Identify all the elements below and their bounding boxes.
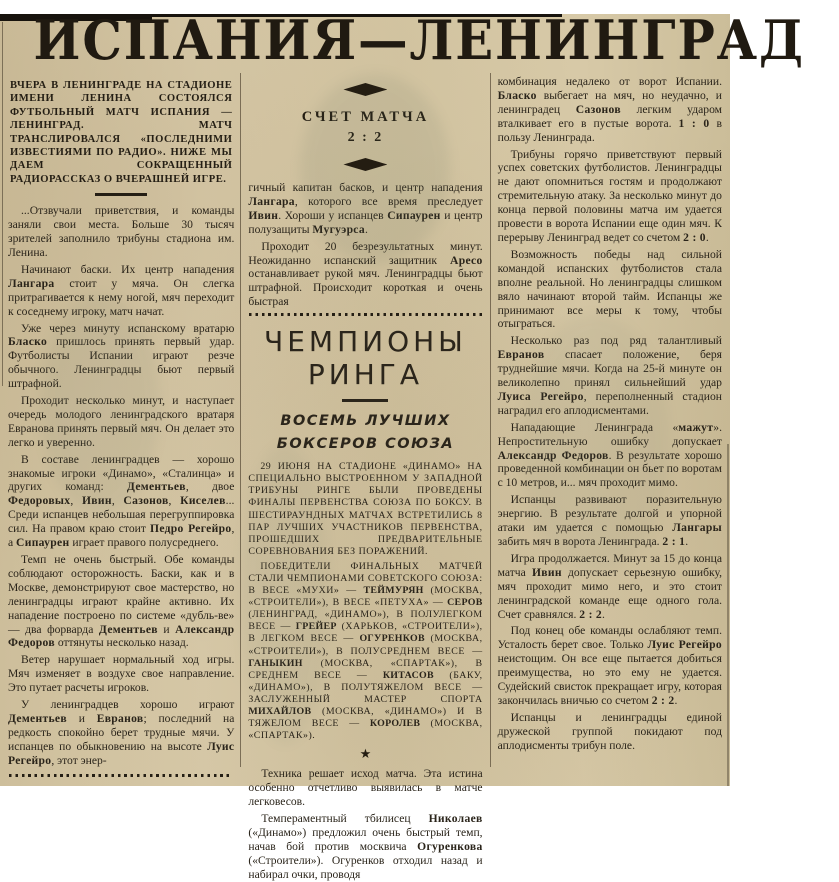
paragraph: Ветер нарушает нормальный ход игры. Мяч изменяет в воздухе свое направление. Это путает расчеты игроков. (8, 653, 235, 695)
boxing-title-line2: РИНГА (307, 358, 424, 392)
paragraph: Несколько раз под ряд талантливый Евранов спасает положение, беря труднейшие мячи. Когда на 25-й минуте он великолепно принял сильнейший удар Луиса Регейро, переполненный стадион наградил его аплодисментами. (497, 334, 722, 417)
boxing-article (248, 325, 482, 881)
match-report-continuation (248, 181, 482, 309)
paragraph: Начинают баски. Их центр нападения Лангара стоит у мяча. Он слегка притрагивается к нему ногой, мяч переходит к соседнему игроку, матч начат. (8, 262, 235, 318)
headline-text: ИСПАНИЯ—ЛЕНИНГРАД (33, 8, 805, 72)
score-value: 2 : 2 (347, 130, 384, 145)
paragraph: У ленинградцев хорошо играют Дементьев и Евранов; последний на редкость спокойно берет трудные мячи. У испанцев по обыкновению на высоте Луис Регейро, этот энер- (8, 698, 235, 767)
page-title (0, 8, 805, 72)
paragraph: В составе ленинградцев — хорошо знакомые игроки «Динамо», «Сталинца» и других команд: Дементьев, двое Федоровых, Ивин, Сазонов, Киселев... Среди испанцев небольшая перегруппировка сил. На правом краю стоит Педро Регейро, а Сипаурен играет правого полусреднего. (8, 452, 235, 550)
column-2 (240, 73, 490, 881)
column-3 (491, 73, 724, 767)
lead-paragraph: ВЧЕРА В ЛЕНИНГРАДЕ НА СТАДИОНЕ ИМЕНИ ЛЕНИНА СОСТОЯЛСЯ ФУТБОЛЬНЫЙ МАТЧ ИСПАНИЯ — ЛЕНИНГРАД. МАТЧ ТРАНСЛИРОВАЛСЯ «ПОСЛЕДНИМИ ИЗВЕСТИЯМИ ПО РАДИО». НИЖЕ МЫ ДАЕМ СОКРАЩЕННЫЙ РАДИОРАССКАЗ О ВЧЕРАШНЕЙ ИГРЕ. (10, 80, 233, 185)
column-1-body (8, 204, 234, 767)
paragraph: 29 ИЮНЯ НА СТАДИОНЕ «ДИНАМО» НА СПЕЦИАЛЬНО ВЫСТРОЕННОМ У ЗАПАДНОЙ ТРИБУНЫ РИНГЕ БЫЛИ ПРОВЕДЕНЫ ФИНАЛЫ ПЕРВЕНСТВА СОЮЗА ПО БОКСУ. В ШЕСТИРАУНДНЫХ МАТЧАХ ВСТРЕТИЛИСЬ 8 ПАР ЛУЧШИХ УЧАСТНИКОВ ПЕРВЕНСТВА, ПРОШЕДШИХ ПРЕДВАРИТЕЛЬНЫЕ СОРЕВНОВАНИЯ БЕЗ ПОРАЖЕНИЙ. (248, 461, 483, 557)
boxing-body (248, 767, 482, 881)
paragraph: Трибуны горячо приветствуют первый успех советских футболистов. Ленинградцы не дают опомниться гостям и продолжают стремительную атаку. За несколько минут до конца первой половины матча им удается провести в ворота Испании еще один мяч. К перерыву Ленинград ведет со счетом 2 : 0. (497, 147, 722, 244)
score-label: СЧЕТ МАТЧА (301, 109, 430, 125)
score-box (248, 73, 482, 171)
boxing-title-rule (342, 399, 388, 402)
diamond-ornament-top (343, 83, 387, 96)
paragraph: Нападающие Ленинграда «мажут». Непростительную ошибку допускает Александр Федоров. В результате хорошо проведенной комбинации он бьет по воротам с 10 метров, и... мяч проходит мимо. (497, 420, 722, 490)
paragraph: Игра продолжается. Минут за 15 до конца матча Ивин допускает серьезную ошибку, мяч проходит мимо него, и это стоит ленинградской команде еще одного гола. Счет сравнялся. 2 : 2. (497, 551, 722, 621)
column-1 (6, 73, 240, 767)
paragraph: Уже через минуту испанскому вратарю Бласко пришлось принять первый удар. Футболисты Испании играют резче обычного. Ленинградцы бьют первый штрафной. (8, 321, 235, 391)
page-edge-line-left (2, 22, 3, 386)
paragraph: Техника решает исход матча. Эта истина особенно отчетливо выявилась в матче легковесов. (248, 767, 483, 809)
page-edge-line-right (727, 444, 729, 786)
paragraph: ...Отзвучали приветствия, и команды заняли свои места. Больше 30 тысяч зрителей заполнило трибуны стадиона им. Ленина. (8, 204, 235, 259)
boxing-subtitle-line1: ВОСЕМЬ ЛУЧШИХ (280, 413, 451, 430)
star-separator: ★ (359, 746, 372, 762)
columns (0, 73, 730, 881)
paragraph: Возможность победы над сильной командой испанских футболистов стала вполне реальной. Но ленинградцы слишком вяло начинают второй тайм. Испанцы же принимают все меры к тому, чтобы отыграться. (497, 247, 722, 331)
paragraph: Под конец обе команды ослабляют темп. Усталость берет свое. Только Луис Регейро неистощим. Он все еще пытается добиться преимущества, но это ему не удается. Судейский свисток прекращает игру, которая закончилась вничью со счетом 2 : 2. (497, 624, 722, 707)
paragraph: Испанцы и ленинградцы единой дружеской группой покидают под аплодисменты трибун поле. (497, 710, 722, 752)
lead-rule (95, 193, 147, 196)
paragraph: комбинация недалеко от ворот Испании. Бласко выбегает на мяч, но неудачно, и ленинградец Сазонов легким ударом вталкивает его в пустые ворота. 1 : 0 в пользу Ленинграда. (497, 75, 722, 144)
dotted-separator-bottom (9, 774, 233, 777)
newspaper-page (0, 8, 805, 881)
boxing-title-line1: ЧЕМПИОНЫ (264, 325, 467, 359)
paragraph: Темпераментный тбилисец Николаев («Динамо») предложил очень быстрый темп, начав бой против москвича Огуренкова («Строители»). Огуренков отходил назад и набирал очки, проводя (248, 812, 483, 881)
paragraph: Испанцы развивают поразительную энергию. В результате долгой и упорной атаки им удается с помощью Лангары забить мяч в ворота Ленинграда. 2 : 1. (497, 493, 722, 548)
boxing-body-caps (248, 461, 482, 742)
paragraph: гичный капитан басков, и центр нападения Лангара, которого все время преследует Ивин. Хороши у испанцев Сипаурен и центр полузащиты Мугуэрса. (248, 181, 483, 236)
paragraph: ПОБЕДИТЕЛИ ФИНАЛЬНЫХ МАТЧЕЙ СТАЛИ ЧЕМПИОНАМИ СОВЕТСКОГО СОЮЗА: В ВЕСЕ «МУХИ» — ТЕЙМУРЯН (МОСКВА, «СТРОИТЕЛИ»), В ВЕСЕ «ПЕТУХА» — СЕРОВ (ЛЕНИНГРАД, «ДИНАМО»), В ПОЛУЛЕГКОМ ВЕСЕ — ГРЕЙЕР (ХАРЬКОВ, «СТРОИТЕЛИ»), В ЛЕГКОМ ВЕСЕ — ОГУРЕНКОВ (МОСКВА, «СТРОИТЕЛИ»), В ПОЛУСРЕДНЕМ ВЕСЕ — ГАНЫКИН (МОСКВА, «СПАРТАК»), В СРЕДНЕМ ВЕСЕ — КИТАСОВ (БАКУ, «ДИНАМО»), В ПОЛУТЯЖЕЛОМ ВЕСЕ — ЗАСЛУЖЕННЫЙ МАСТЕР СПОРТА МИХАЙЛОВ (МОСКВА, «ДИНАМО») И В ТЯЖЕЛОМ ВЕСЕ — КОРОЛЕВ (МОСКВА, «СПАРТАК»). (248, 560, 483, 742)
diamond-ornament-bottom (343, 158, 387, 171)
boxing-subtitle-line2: БОКСЕРОВ СОЮЗА (276, 436, 455, 453)
paragraph: Темп не очень быстрый. Обе команды соблюдают осторожность. Баски, как и в Москве, демонстрируют свое мастерство, но ленинградцы играют крайне активно. Их нападение построено по системе «дубль-ве» — два форварда Дементьев и Александр Федоров оттянуты несколько назад. (8, 553, 235, 650)
paragraph: Проходит 20 безрезультатных минут. Неожиданно испанский защитник Аресо останавливает рукой мяч. Ленинградцы бьют штрафной. Происходит короткая и очень быстрая (248, 239, 483, 309)
column-3-body (498, 75, 722, 753)
paragraph: Проходит несколько минут, и наступает очередь молодого ленинградского вратаря Евранова принять первый мяч. Он делает это легко и уверенно. (8, 394, 235, 449)
dotted-separator-article (249, 313, 481, 316)
